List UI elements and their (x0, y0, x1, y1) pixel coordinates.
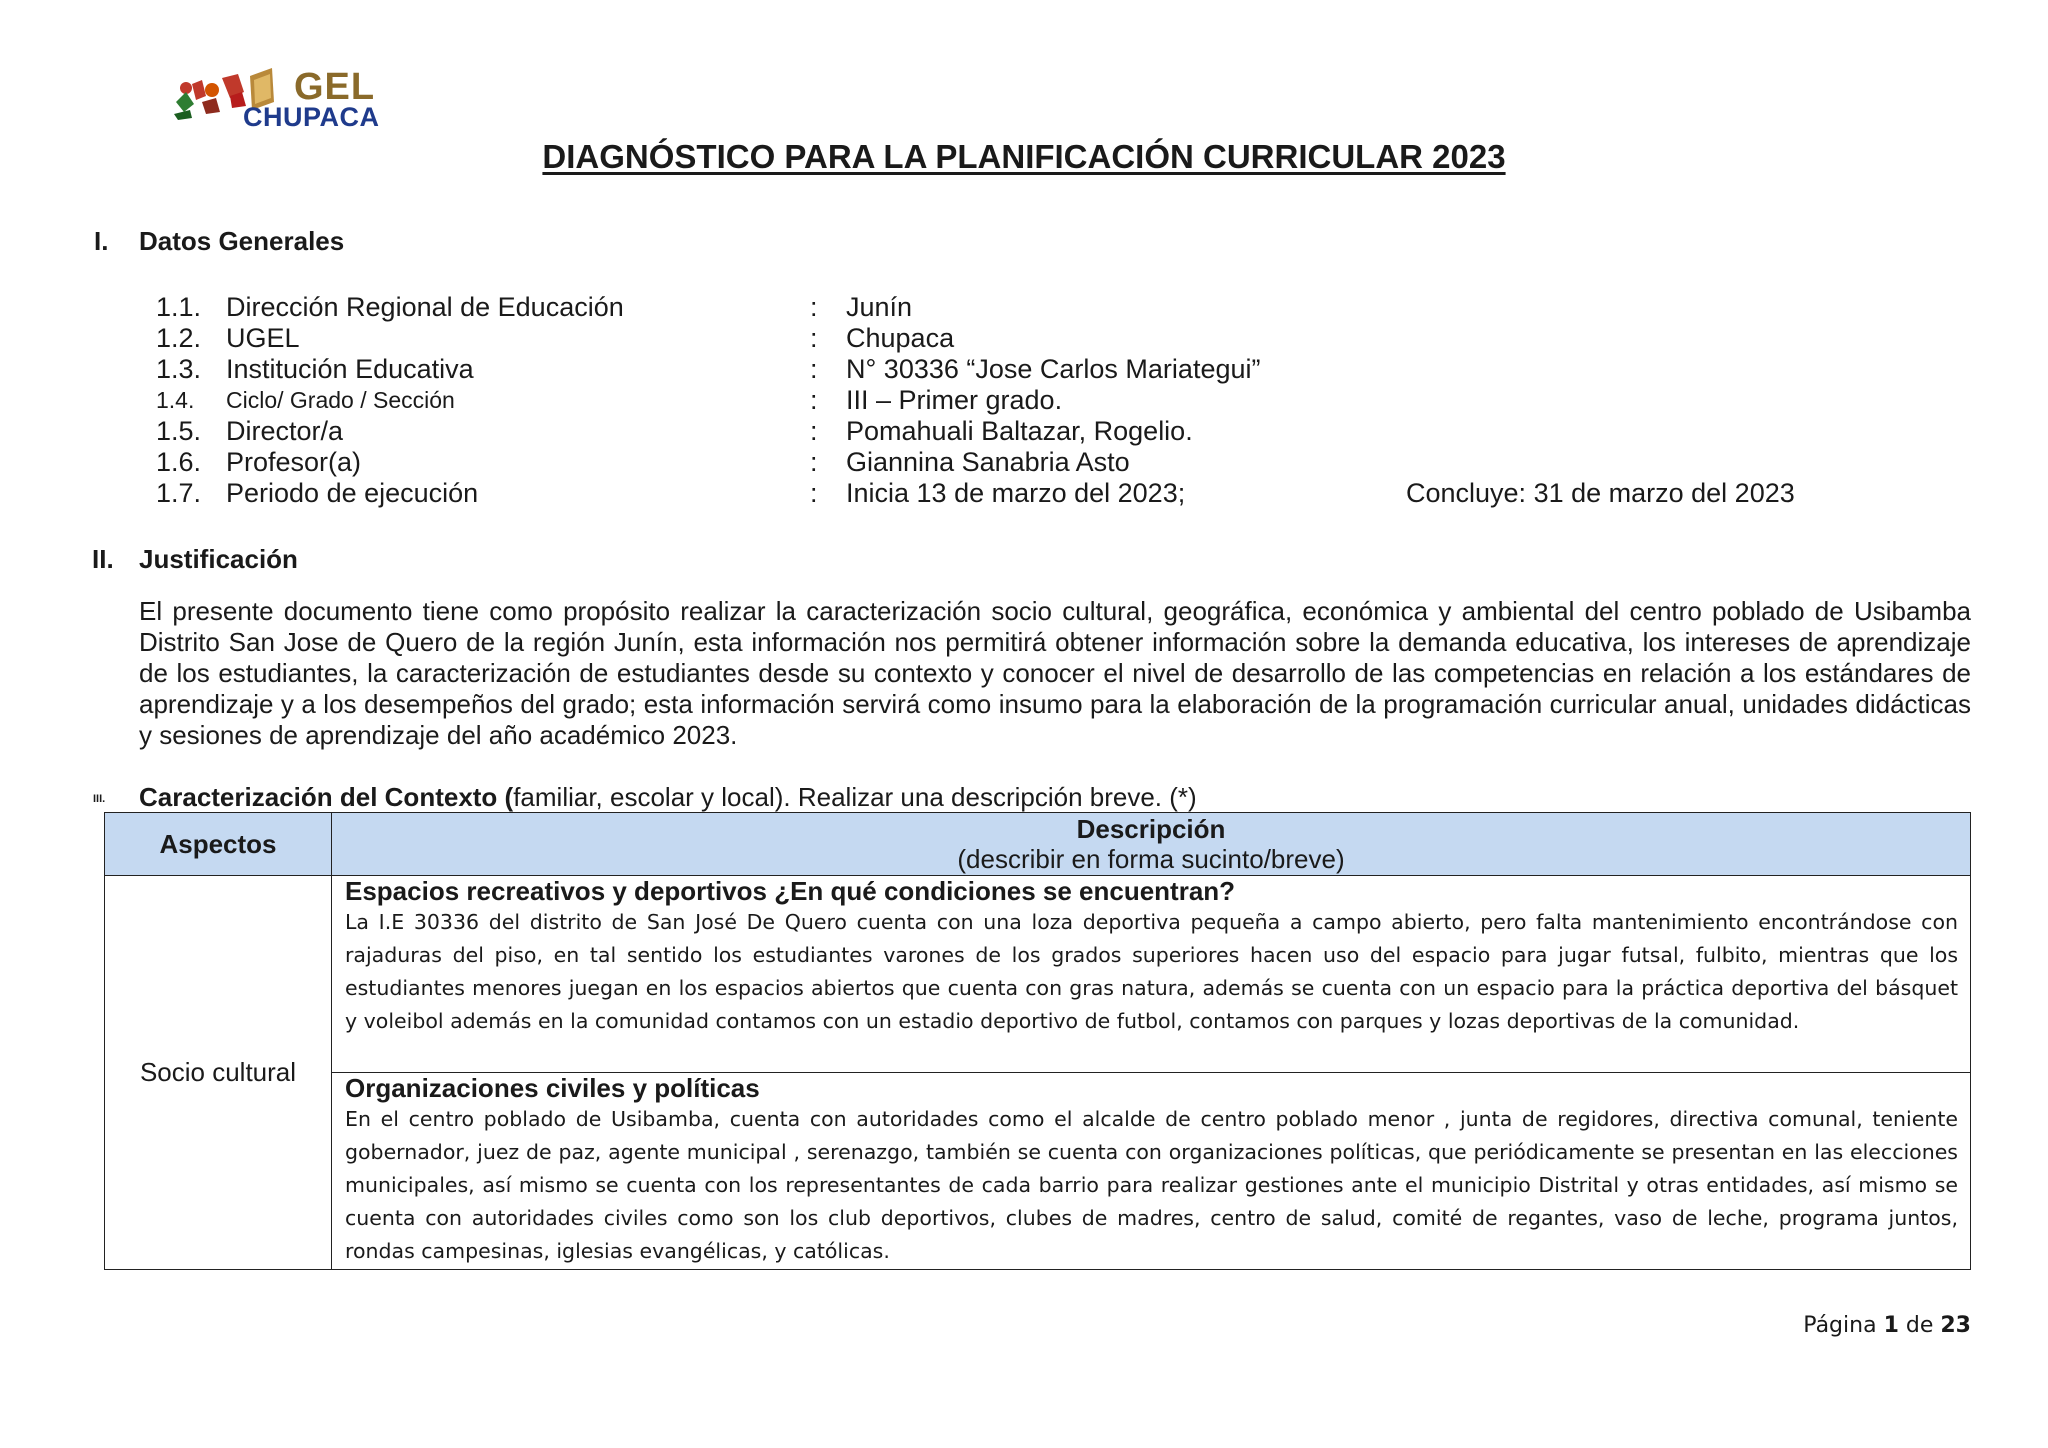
section-3-heading-rest: familiar, escolar y local). Realizar una descripción breve. (*) (513, 782, 1197, 812)
current-page: 1 (1883, 1313, 1899, 1338)
description-body: La I.E 30336 del distrito de San José De Quero cuenta con una loza deportiva pequeña a campo abierto, pero falta mantenimiento encontrándose con rajaduras del piso, en tal sentido los estudiantes varones de los grados superiores hacen uso del espacio para jugar futsal, fulbito, mientras que los estudiantes menores juegan en los espacios abiertos que cuenta con gras natura, además se cuenta con un espacio para la práctica deportiva del básquet y voleibol además en la comunidad contamos con un estadio deportivo de futbol, contamos con parques y lozas deportivas de la comunidad. (345, 910, 1958, 1033)
item-value: Giannina Sanabria Asto (846, 447, 1130, 477)
item-value-end-date: Concluye: 31 de marzo del 2023 (1406, 478, 1795, 508)
item-separator: : (810, 478, 818, 508)
item-separator: : (810, 292, 818, 322)
item-label: Dirección Regional de Educación (226, 292, 624, 322)
section-3-number: III. (93, 793, 106, 805)
item-label: UGEL (226, 323, 300, 353)
item-label: Profesor(a) (226, 447, 362, 477)
item-value: N° 30336 “Jose Carlos Mariategui” (846, 354, 1261, 384)
item-label: Institución Educativa (226, 354, 474, 384)
page-of: de (1905, 1313, 1934, 1338)
item-label: Periodo de ejecución (226, 478, 479, 508)
section-1-heading: Datos Generales (139, 226, 345, 256)
logo-text-gel: GEL (294, 66, 376, 108)
header-descripcion-subtitle: (describir en forma sucinto/breve) (957, 844, 1345, 874)
document-title: DIAGNÓSTICO PARA LA PLANIFICACIÓN CURRICULAR 2023 (542, 138, 1506, 175)
item-separator: : (810, 416, 818, 446)
item-value: III – Primer grado. (846, 385, 1063, 415)
aspect-cell: Socio cultural (105, 876, 332, 1270)
table-header-row (105, 813, 1971, 876)
context-table (104, 812, 1971, 1270)
table-row (105, 876, 1971, 1073)
justification-paragraph: El presente documento tiene como propósito realizar la caracterización socio cultural, geográfica, económica y ambiental del centro poblado de Usibamba Distrito San Jose de Quero de la región Junín, esta información nos permitirá obtener información sobre la demanda educativa, los intereses de aprendizaje de los estudiantes, la caracterización de estudiantes desde su contexto y conocer el nivel de desarrollo de las competencias en relación a los estándares de aprendizaje y a los desempeños del grado; esta información servirá como insumo para la elaboración de la programación curricular anual, unidades didácticas y sesiones de aprendizaje del año académico 2023. (139, 596, 1971, 750)
description-body: En el centro poblado de Usibamba, cuenta con autoridades como el alcalde de centro poblado menor , junta de regidores, directiva comunal, teniente gobernador, juez de paz, agente municipal , serenazgo, también se cuenta con organizaciones políticas, que periódicamente se presentan en las elecciones municipales, así mismo se cuenta con los representantes de cada barrio para realizar gestiones ante el municipio Distrital y otras entidades, así mismo se cuenta con autoridades civiles como son los club deportivos, clubes de madres, centro de salud, comité de regantes, vaso de leche, programa juntos, rondas campesinas, iglesias evangélicas, y católicas. (345, 1107, 1958, 1263)
header-descripcion-title: Descripción (1076, 814, 1226, 844)
item-number: 1.6. (156, 447, 202, 477)
logo-text-chupaca: CHUPACA (243, 102, 380, 132)
table-row (105, 1073, 1971, 1270)
page-prefix: Página (1803, 1313, 1877, 1338)
header-descripcion (332, 813, 1971, 876)
section-1-number: I. (94, 226, 109, 256)
section-3-heading (139, 782, 1197, 813)
item-value: Pomahuali Baltazar, Rogelio. (846, 416, 1193, 446)
item-value: Chupaca (846, 323, 955, 353)
description-heading: Organizaciones civiles y políticas (345, 1073, 760, 1103)
item-number: 1.5. (156, 416, 202, 446)
item-number: 1.3. (156, 354, 202, 384)
item-label: Ciclo/ Grado / Sección (226, 387, 455, 413)
item-separator: : (810, 447, 818, 477)
item-separator: : (810, 323, 818, 353)
description-heading: Espacios recreativos y deportivos ¿En qué condiciones se encuentran? (345, 876, 1236, 906)
header-aspectos: Aspectos (105, 813, 332, 876)
section-3-heading-bold: Caracterización del Contexto ( (139, 782, 514, 812)
description-cell (332, 1073, 1971, 1270)
item-number: 1.2. (156, 323, 202, 353)
item-value: Inicia 13 de marzo del 2023; (846, 478, 1186, 508)
item-separator: : (810, 385, 818, 415)
page-number (1803, 1313, 1971, 1338)
description-cell (332, 876, 1971, 1073)
item-number: 1.4. (156, 387, 195, 413)
item-label: Director/a (226, 416, 344, 446)
total-pages: 23 (1940, 1313, 1971, 1338)
item-separator: : (810, 354, 818, 384)
item-number: 1.7. (156, 478, 202, 508)
item-number: 1.1. (156, 292, 202, 322)
section-2-heading: Justificación (139, 544, 298, 574)
section-2-number: II. (92, 544, 114, 574)
item-value: Junín (846, 292, 913, 322)
